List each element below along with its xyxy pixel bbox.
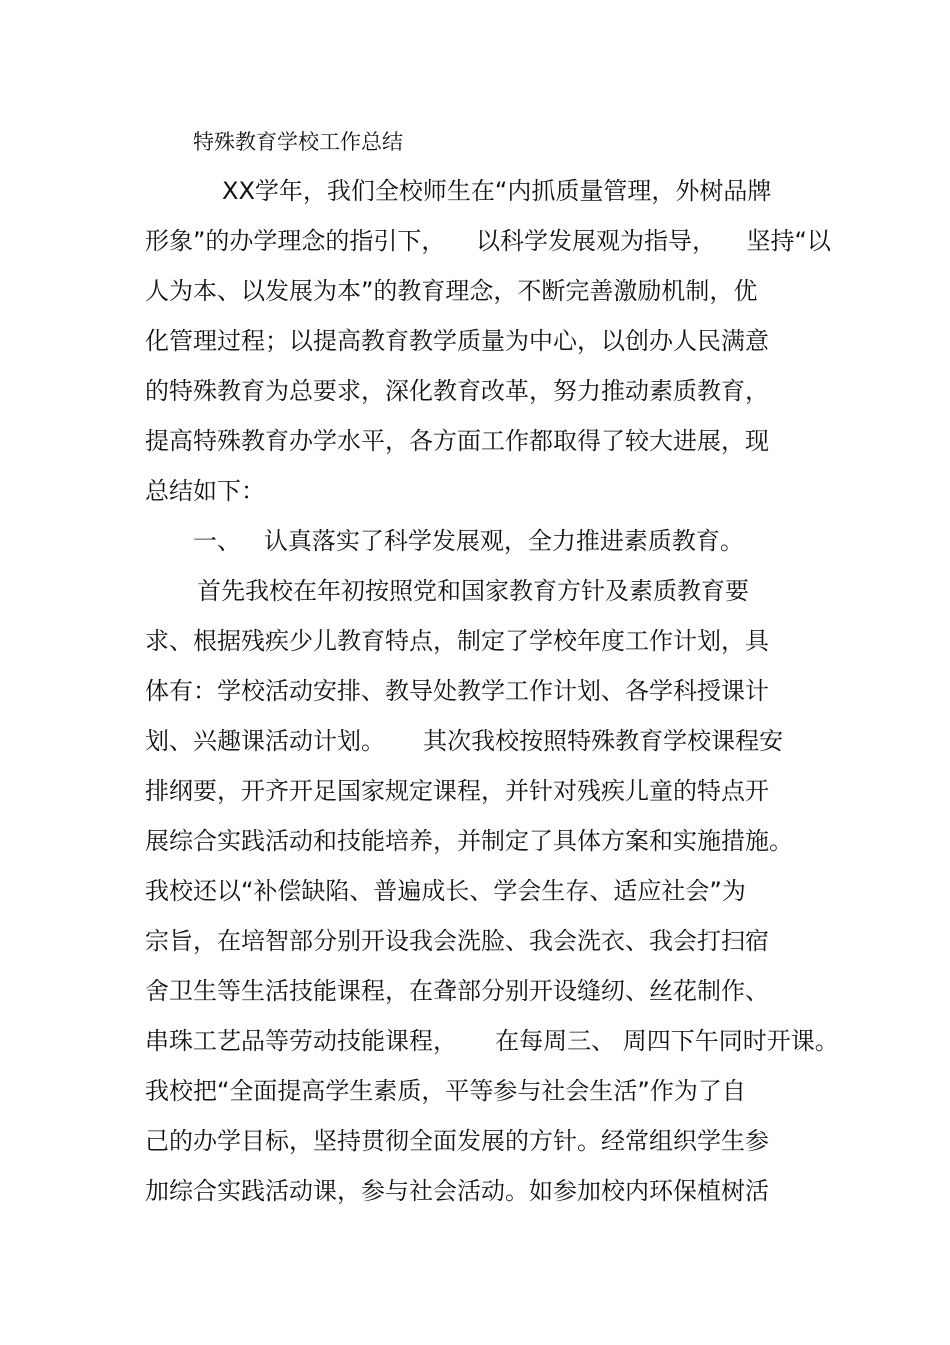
paragraph-line: 形象”的办学理念的指引下， 以科学发展观为指导， 坚持“以 xyxy=(145,227,831,255)
paragraph-line: 己的办学目标，坚持贯彻全面发展的方针。经常组织学生参 xyxy=(145,1127,769,1155)
paragraph-line: 加综合实践活动课，参与社会活动。如参加校内环保植树活 xyxy=(145,1177,769,1205)
paragraph-line: 划、兴趣课活动计划。 其次我校按照特殊教育学校课程安 xyxy=(145,727,784,755)
section-heading: 一、 认真落实了科学发展观，全力推进素质教育。 xyxy=(193,527,744,555)
paragraph-line: 提高特殊教育办学水平，各方面工作都取得了较大进展，现 xyxy=(145,427,769,455)
paragraph-line: 总结如下： xyxy=(145,477,265,505)
paragraph-line: XX学年，我们全校师生在“内抓质量管理，外树品牌 xyxy=(222,177,772,205)
paragraph-line: 的特殊教育为总要求，深化教育改革，努力推动素质教育， xyxy=(145,377,769,405)
paragraph-line: 串珠工艺品等劳动技能课程， 在每周三、 周四下午同时开课。 xyxy=(145,1027,839,1055)
paragraph-line: 舍卫生等生活技能课程，在聋部分别开设缝纫、丝花制作、 xyxy=(145,977,769,1005)
paragraph-line: 体有：学校活动安排、教导处教学工作计划、各学科授课计 xyxy=(145,677,769,705)
paragraph-line: 我校把“全面提高学生素质，平等参与社会生活”作为了自 xyxy=(145,1077,746,1105)
paragraph-line: 人为本、以发展为本”的教育理念，不断完善激励机制，优 xyxy=(145,277,758,305)
paragraph-line: 我校还以“补偿缺陷、普遍成长、学会生存、适应社会”为 xyxy=(145,877,746,905)
document-title: 特殊教育学校工作总结 xyxy=(193,130,403,154)
paragraph-line: 展综合实践活动和技能培养，并制定了具体方案和实施措施。 xyxy=(145,827,793,855)
paragraph-line: 化管理过程；以提高教育教学质量为中心，以创办人民满意 xyxy=(145,327,769,355)
paragraph-line: 排纲要，开齐开足国家规定课程，并针对残疾儿童的特点开 xyxy=(145,777,769,805)
paragraph-line: 首先我校在年初按照党和国家教育方针及素质教育要 xyxy=(197,577,749,605)
paragraph-line: 宗旨，在培智部分别开设我会洗脸、我会洗衣、我会打扫宿 xyxy=(145,927,769,955)
paragraph-line: 求、根据残疾少儿教育特点，制定了学校年度工作计划，具 xyxy=(145,627,769,655)
